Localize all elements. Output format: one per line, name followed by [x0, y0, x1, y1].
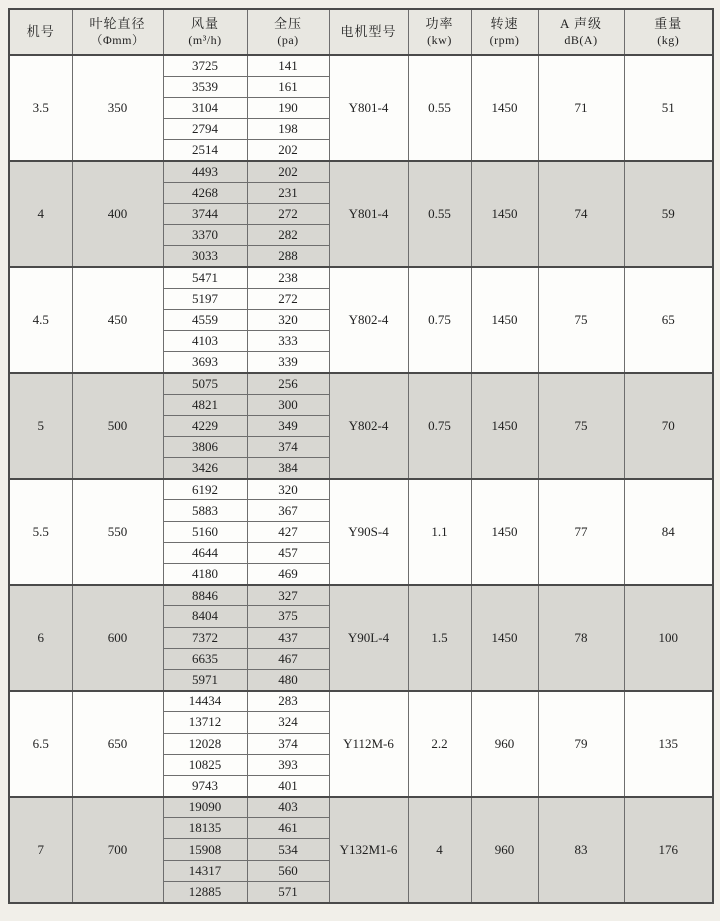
- weight-cell: 51: [624, 55, 713, 161]
- power-cell: 4: [408, 797, 471, 903]
- pressure-cell: 374: [247, 733, 329, 754]
- col-header-unit: (kw): [427, 32, 452, 47]
- speed-cell: 1450: [471, 585, 538, 691]
- pressure-cell: 320: [247, 479, 329, 500]
- spec-row: [9, 267, 713, 288]
- airflow-cell: 4229: [163, 415, 247, 436]
- motor-model-cell: Y802-4: [329, 373, 408, 479]
- col-header-label: 机号: [26, 23, 55, 39]
- airflow-cell: 4180: [163, 564, 247, 585]
- airflow-cell: 4821: [163, 394, 247, 415]
- power-cell: 1.1: [408, 479, 471, 585]
- spec-row: [9, 479, 713, 500]
- model-no-cell: 6: [9, 585, 72, 691]
- pressure-cell: 374: [247, 436, 329, 457]
- spec-row: [9, 585, 713, 606]
- col-header-label: A 声级: [560, 16, 602, 32]
- weight-cell: 65: [624, 267, 713, 373]
- pressure-cell: 534: [247, 839, 329, 860]
- col-header-label: 转速: [490, 16, 519, 32]
- pressure-cell: 461: [247, 818, 329, 839]
- noise-cell: 71: [538, 55, 624, 161]
- pressure-cell: 403: [247, 797, 329, 818]
- diameter-cell: 600: [72, 585, 163, 691]
- airflow-cell: 14317: [163, 860, 247, 881]
- speed-cell: 1450: [471, 55, 538, 161]
- power-cell: 0.55: [408, 55, 471, 161]
- spec-row: [9, 161, 713, 182]
- noise-cell: 75: [538, 373, 624, 479]
- airflow-cell: 3370: [163, 225, 247, 246]
- model-no-cell: 6.5: [9, 691, 72, 797]
- diameter-cell: 650: [72, 691, 163, 797]
- speed-cell: 1450: [471, 267, 538, 373]
- pressure-cell: 339: [247, 352, 329, 373]
- airflow-cell: 2794: [163, 119, 247, 140]
- col-header-label: 重量: [654, 16, 683, 32]
- airflow-cell: 5160: [163, 521, 247, 542]
- airflow-cell: 14434: [163, 691, 247, 712]
- pressure-cell: 571: [247, 881, 329, 902]
- col-header-label: 全压: [273, 16, 302, 32]
- col-header-label: 叶轮直径: [89, 16, 146, 32]
- airflow-cell: 13712: [163, 712, 247, 733]
- model-no-cell: 3.5: [9, 55, 72, 161]
- airflow-cell: 19090: [163, 797, 247, 818]
- noise-cell: 83: [538, 797, 624, 903]
- col-header-airflow: [163, 9, 247, 55]
- airflow-cell: 3744: [163, 203, 247, 224]
- col-header-unit: (m³/h): [188, 32, 222, 47]
- col-header-unit: dB(A): [564, 32, 598, 47]
- pressure-cell: 327: [247, 585, 329, 606]
- pressure-cell: 272: [247, 288, 329, 309]
- spec-row: [9, 55, 713, 76]
- spec-table-header: [9, 9, 713, 55]
- diameter-cell: 450: [72, 267, 163, 373]
- speed-cell: 960: [471, 797, 538, 903]
- pressure-cell: 437: [247, 627, 329, 648]
- power-cell: 1.5: [408, 585, 471, 691]
- pressure-cell: 161: [247, 76, 329, 97]
- power-cell: 2.2: [408, 691, 471, 797]
- model-no-cell: 4.5: [9, 267, 72, 373]
- spec-row: [9, 797, 713, 818]
- pressure-cell: 238: [247, 267, 329, 288]
- airflow-cell: 9743: [163, 775, 247, 796]
- airflow-cell: 4103: [163, 330, 247, 351]
- spec-table-body: [9, 55, 713, 903]
- noise-cell: 79: [538, 691, 624, 797]
- airflow-cell: 3725: [163, 55, 247, 76]
- airflow-cell: 5197: [163, 288, 247, 309]
- airflow-cell: 4559: [163, 309, 247, 330]
- motor-model-cell: Y132M1-6: [329, 797, 408, 903]
- pressure-cell: 427: [247, 521, 329, 542]
- airflow-cell: 3104: [163, 97, 247, 118]
- pressure-cell: 272: [247, 203, 329, 224]
- col-header-unit: (rpm): [489, 32, 520, 47]
- airflow-cell: 18135: [163, 818, 247, 839]
- noise-cell: 75: [538, 267, 624, 373]
- pressure-cell: 469: [247, 564, 329, 585]
- fan-spec-sheet: [8, 8, 714, 904]
- pressure-cell: 349: [247, 415, 329, 436]
- weight-cell: 100: [624, 585, 713, 691]
- airflow-cell: 4268: [163, 182, 247, 203]
- airflow-cell: 12885: [163, 881, 247, 902]
- weight-cell: 135: [624, 691, 713, 797]
- airflow-cell: 4644: [163, 542, 247, 563]
- diameter-cell: 700: [72, 797, 163, 903]
- pressure-cell: 300: [247, 394, 329, 415]
- pressure-cell: 202: [247, 140, 329, 161]
- model-no-cell: 7: [9, 797, 72, 903]
- col-header-model-no: [9, 9, 72, 55]
- pressure-cell: 560: [247, 860, 329, 881]
- airflow-cell: 7372: [163, 627, 247, 648]
- motor-model-cell: Y801-4: [329, 55, 408, 161]
- noise-cell: 74: [538, 161, 624, 267]
- col-header-power: [408, 9, 471, 55]
- pressure-cell: 283: [247, 691, 329, 712]
- pressure-cell: 256: [247, 373, 329, 394]
- motor-model-cell: Y801-4: [329, 161, 408, 267]
- diameter-cell: 550: [72, 479, 163, 585]
- weight-cell: 176: [624, 797, 713, 903]
- speed-cell: 960: [471, 691, 538, 797]
- col-header-label: 电机型号: [340, 23, 397, 39]
- weight-cell: 70: [624, 373, 713, 479]
- noise-cell: 77: [538, 479, 624, 585]
- header-row: [9, 9, 713, 55]
- spec-row: [9, 691, 713, 712]
- col-header-label: 风量: [190, 16, 219, 32]
- speed-cell: 1450: [471, 373, 538, 479]
- col-header-speed: [471, 9, 538, 55]
- airflow-cell: 5971: [163, 669, 247, 690]
- airflow-cell: 4493: [163, 161, 247, 182]
- col-header-weight: [624, 9, 713, 55]
- col-header-impeller-diameter: [72, 9, 163, 55]
- speed-cell: 1450: [471, 479, 538, 585]
- weight-cell: 59: [624, 161, 713, 267]
- airflow-cell: 5471: [163, 267, 247, 288]
- pressure-cell: 393: [247, 754, 329, 775]
- model-no-cell: 4: [9, 161, 72, 267]
- pressure-cell: 367: [247, 500, 329, 521]
- col-header-total-pressure: [247, 9, 329, 55]
- pressure-cell: 288: [247, 246, 329, 267]
- pressure-cell: 480: [247, 669, 329, 690]
- airflow-cell: 5075: [163, 373, 247, 394]
- pressure-cell: 384: [247, 458, 329, 479]
- col-header-noise-level: [538, 9, 624, 55]
- airflow-cell: 6635: [163, 648, 247, 669]
- airflow-cell: 8404: [163, 606, 247, 627]
- airflow-cell: 6192: [163, 479, 247, 500]
- fan-spec-table: [8, 8, 714, 904]
- power-cell: 0.55: [408, 161, 471, 267]
- pressure-cell: 333: [247, 330, 329, 351]
- motor-model-cell: Y112M-6: [329, 691, 408, 797]
- pressure-cell: 198: [247, 119, 329, 140]
- motor-model-cell: Y90L-4: [329, 585, 408, 691]
- diameter-cell: 500: [72, 373, 163, 479]
- airflow-cell: 2514: [163, 140, 247, 161]
- col-header-label: 功率: [425, 16, 454, 32]
- pressure-cell: 467: [247, 648, 329, 669]
- pressure-cell: 141: [247, 55, 329, 76]
- airflow-cell: 15908: [163, 839, 247, 860]
- motor-model-cell: Y90S-4: [329, 479, 408, 585]
- spec-row: [9, 373, 713, 394]
- speed-cell: 1450: [471, 161, 538, 267]
- col-header-motor-model: [329, 9, 408, 55]
- airflow-cell: 3033: [163, 246, 247, 267]
- diameter-cell: 350: [72, 55, 163, 161]
- motor-model-cell: Y802-4: [329, 267, 408, 373]
- pressure-cell: 324: [247, 712, 329, 733]
- airflow-cell: 5883: [163, 500, 247, 521]
- pressure-cell: 457: [247, 542, 329, 563]
- col-header-unit: (pa): [277, 32, 299, 47]
- airflow-cell: 3539: [163, 76, 247, 97]
- pressure-cell: 401: [247, 775, 329, 796]
- diameter-cell: 400: [72, 161, 163, 267]
- power-cell: 0.75: [408, 373, 471, 479]
- pressure-cell: 320: [247, 309, 329, 330]
- airflow-cell: 12028: [163, 733, 247, 754]
- pressure-cell: 231: [247, 182, 329, 203]
- airflow-cell: 8846: [163, 585, 247, 606]
- airflow-cell: 3806: [163, 436, 247, 457]
- noise-cell: 78: [538, 585, 624, 691]
- col-header-unit: （Φmm）: [90, 32, 145, 47]
- pressure-cell: 375: [247, 606, 329, 627]
- airflow-cell: 10825: [163, 754, 247, 775]
- weight-cell: 84: [624, 479, 713, 585]
- airflow-cell: 3426: [163, 458, 247, 479]
- power-cell: 0.75: [408, 267, 471, 373]
- pressure-cell: 190: [247, 97, 329, 118]
- model-no-cell: 5.5: [9, 479, 72, 585]
- col-header-unit: (kg): [657, 32, 680, 47]
- pressure-cell: 202: [247, 161, 329, 182]
- airflow-cell: 3693: [163, 352, 247, 373]
- model-no-cell: 5: [9, 373, 72, 479]
- pressure-cell: 282: [247, 225, 329, 246]
